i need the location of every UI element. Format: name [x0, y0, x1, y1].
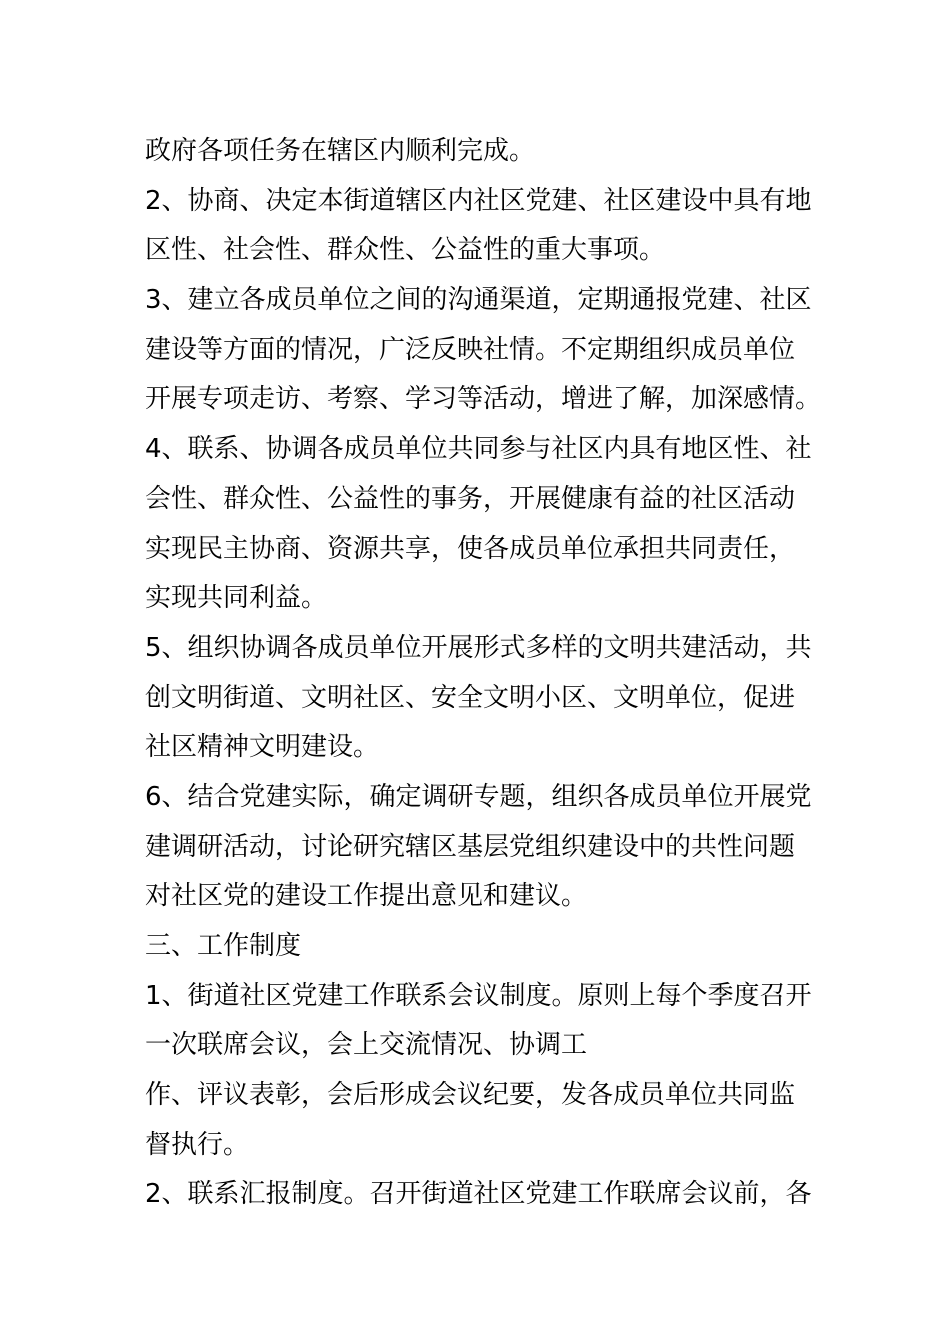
text-line: 3、建立各成员单位之间的沟通渠道，定期通报党建、社区 — [145, 285, 812, 316]
text-line: 作、评议表彰，会后形成会议纪要，发各成员单位共同监 — [145, 1080, 796, 1111]
text-line: 实现共同利益。 — [145, 583, 328, 614]
text-line: 开展专项走访、考察、学习等活动，增进了解，加深感情。 — [145, 384, 822, 415]
section-heading: 三、工作制度 — [145, 931, 302, 961]
text-line: 2、协商、决定本街道辖区内社区党建、社区建设中具有地 — [145, 185, 812, 216]
text-line: 建设等方面的情况，广泛反映社情。不定期组织成员单位 — [145, 334, 796, 365]
text-line: 6、结合党建实际，确定调研专题，组织各成员单位开展党 — [145, 781, 812, 812]
document-body — [145, 127, 822, 1220]
text-line: 会性、群众性、公益性的事务，开展健康有益的社区活动 — [145, 483, 796, 514]
text-line: 政府各项任务在辖区内顺利完成。 — [145, 136, 536, 166]
text-line: 区性、社会性、群众性、公益性的重大事项。 — [145, 235, 666, 266]
text-line: 4、联系、协调各成员单位共同参与社区内具有地区性、社 — [145, 434, 812, 465]
text-line: 5、组织协调各成员单位开展形式多样的文明共建活动，共 — [145, 632, 812, 663]
text-line: 一次联席会议，会上交流情况、协调工 — [145, 1030, 588, 1061]
text-line: 创文明街道、文明社区、安全文明小区、文明单位，促进 — [145, 682, 796, 713]
text-line: 督执行。 — [145, 1129, 250, 1160]
text-line: 2、联系汇报制度。召开街道社区党建工作联席会议前，各 — [145, 1179, 812, 1210]
text-line: 建调研活动，讨论研究辖区基层党组织建设中的共性问题 — [145, 831, 796, 862]
text-line: 实现民主协商、资源共享，使各成员单位承担共同责任， — [145, 533, 796, 564]
text-line: 1、街道社区党建工作联系会议制度。原则上每个季度召开 — [145, 980, 812, 1011]
text-line: 社区精神文明建设。 — [145, 732, 380, 763]
text-line: 对社区党的建设工作提出意见和建议。 — [145, 881, 588, 912]
